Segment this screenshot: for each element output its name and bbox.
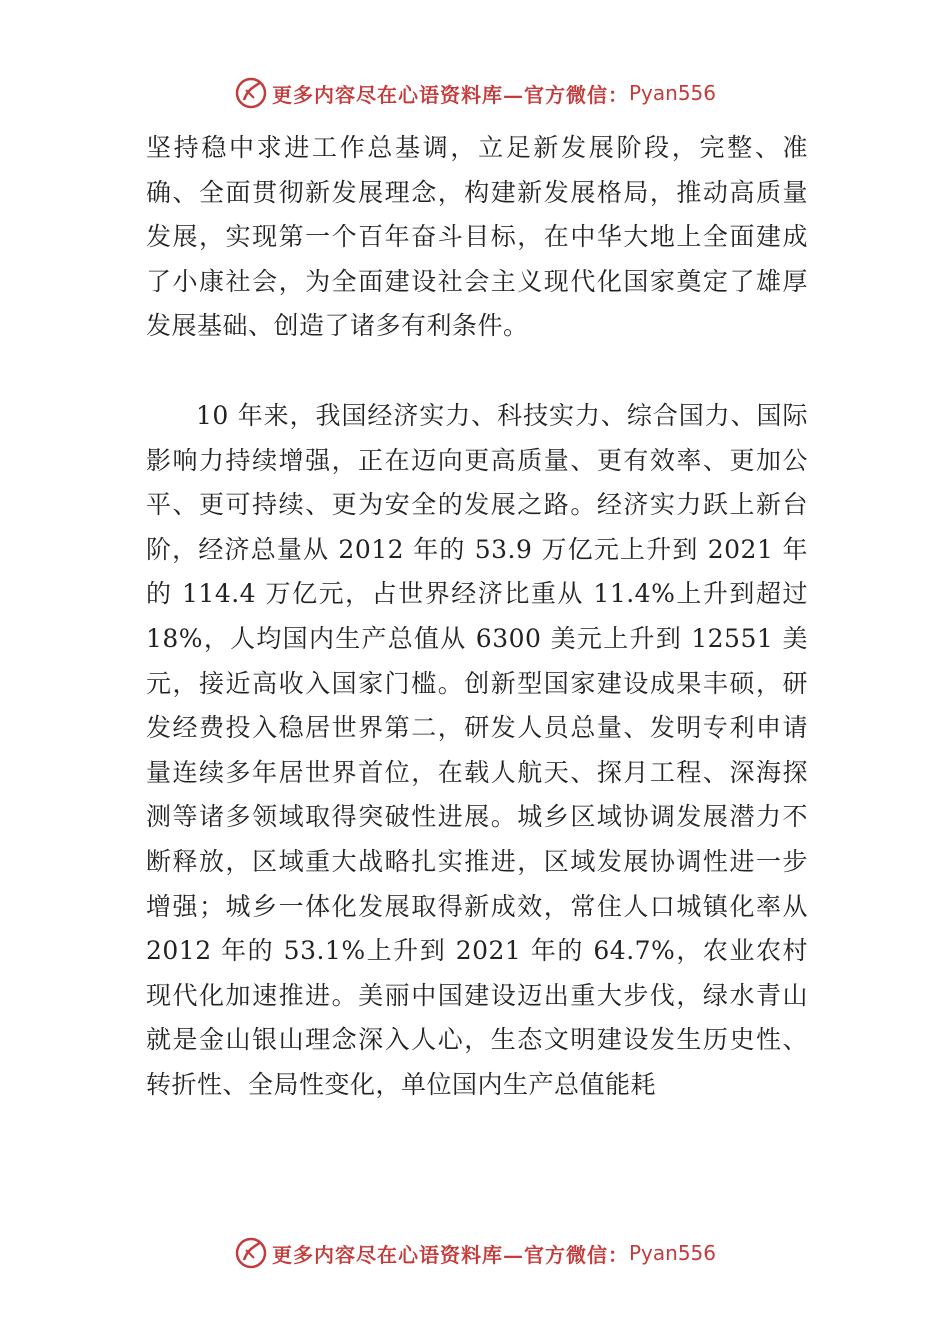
paragraph-2: 10 年来，我国经济实力、科技实力、综合国力、国际影响力持续增强，正在迈向更高质量、更有效率、更加公平、更可持续、更为安全的发展之路。经济实力跃上新台阶，经济总量从 2012 年的 53.9 万亿元上升到 2021 年的 114.4 万亿元，占世界经济比重从 11.4%上升到超过 18%，人均国内生产总值从 6300 美元上升到 12551 美元，接近高收入国家门槛。创新型国家建设成果丰硕，研发经费投入稳居世界第二，研发人员总量、发明专利申请量连续多年居世界首位，在载人航天、探月工程、深海探测等诸多领域取得突破性进展。城乡区域协调发展潜力不断释放，区域重大战略扎实推进，区域发展协调性进一步增强；城乡一体化发展取得新成效，常住人口城镇化率从 2012 年的 53.1%上升到 2021 年的 64.7%，农业农村现代化加速推进。美丽中国建设迈出重大步伐，绿水青山就是金山银山理念深入人心，生态文明建设发生历史性、转折性、全局性变化，单位国内生产总值能耗 [146,400,808,1099]
document-body [146,126,808,1107]
paragraph-1: 坚持稳中求进工作总基调，立足新发展阶段，完整、准确、全面贯彻新发展理念，构建新发展格局，推动高质量发展，实现第一个百年奋斗目标，在中华大地上全面建成了小康社会，为全面建设社会主义现代化国家奠定了雄厚发展基础、创造了诸多有利条件。 [146,133,808,341]
footer-text: 更多内容尽在心语资料库—官方微信： [271,1242,629,1267]
header-text: 更多内容尽在心语资料库—官方微信： [271,82,629,107]
header-wechat: Pyan556 [628,81,716,105]
logo-icon [234,76,268,110]
footer-wechat: Pyan556 [628,1241,716,1265]
footer-banner [0,1233,950,1273]
logo-icon [234,1236,268,1270]
header-banner [0,73,950,113]
